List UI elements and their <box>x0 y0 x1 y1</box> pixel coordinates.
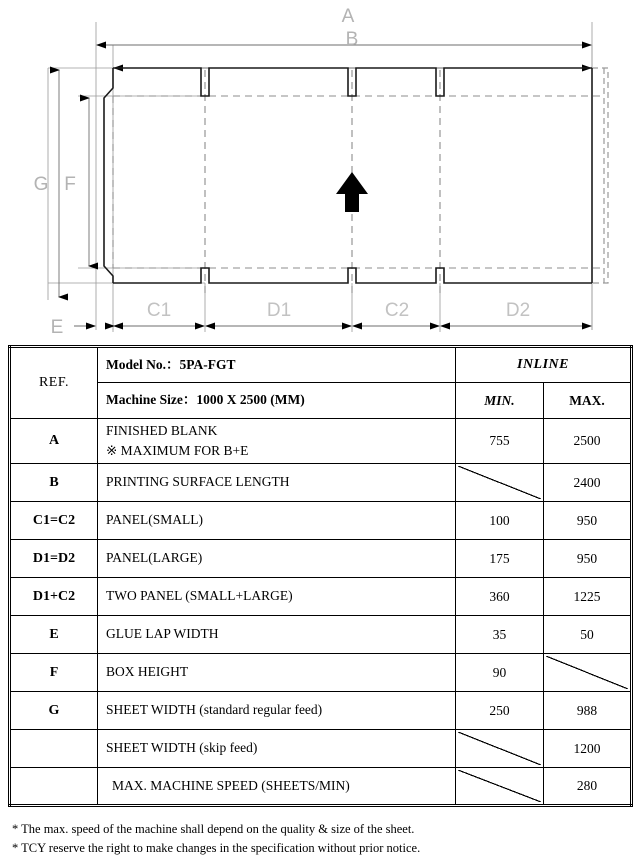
machine-size-cell <box>98 383 456 419</box>
row-max-value: 2500 <box>573 433 601 448</box>
row-max-cell <box>544 692 632 730</box>
row-desc-label: SHEET WIDTH (standard regular feed) <box>106 702 323 718</box>
row-min-cell <box>456 692 544 730</box>
row-max-cell <box>544 730 632 768</box>
table-row <box>10 616 632 654</box>
row-min-cell <box>456 502 544 540</box>
dimension-a-label: A <box>341 6 355 27</box>
row-min-cell-empty <box>456 464 544 502</box>
row-max-value: 50 <box>580 626 594 642</box>
machine-size-label: Machine Size：1000 X 2500 (MM) <box>106 392 305 408</box>
row-desc-label: PANEL(SMALL) <box>106 512 204 528</box>
row-ref-cell <box>10 692 98 730</box>
table-header-row-machine-size <box>10 383 632 419</box>
min-header-label: MIN. <box>484 392 515 408</box>
row-max-value: 1225 <box>573 588 601 604</box>
table-row <box>10 730 632 768</box>
dimension-c1 <box>114 300 204 326</box>
dimension-d2-label: D2 <box>505 300 531 321</box>
ref-header-cell <box>10 347 98 419</box>
row-ref-cell <box>10 464 98 502</box>
table-row <box>10 540 632 578</box>
row-ref-cell <box>10 502 98 540</box>
row-desc-cell <box>98 654 456 692</box>
row-ref-label: F <box>49 664 59 680</box>
row-min-cell <box>456 578 544 616</box>
dimension-c2 <box>353 300 439 326</box>
row-ref-cell <box>10 654 98 692</box>
row-desc-cell <box>98 464 456 502</box>
min-header-cell <box>456 383 544 419</box>
table-row <box>10 692 632 730</box>
table-row <box>10 502 632 540</box>
row-max-cell <box>544 540 632 578</box>
row-desc-label: PANEL(LARGE) <box>106 550 203 566</box>
row-ref-label: D1=D2 <box>32 550 76 566</box>
dimension-b <box>114 29 591 68</box>
row-ref-cell <box>10 616 98 654</box>
row-min-cell <box>456 540 544 578</box>
row-ref-cell <box>10 578 98 616</box>
row-desc-cell <box>98 616 456 654</box>
row-ref-label: B <box>49 474 59 490</box>
row-desc-cell <box>98 419 456 464</box>
row-min-value: 360 <box>489 588 510 604</box>
ref-header-label: REF. <box>38 375 70 390</box>
row-max-value: 950 <box>576 512 598 528</box>
row-max-cell <box>544 464 632 502</box>
dimension-f-label: F <box>64 174 76 195</box>
row-max-cell-empty <box>544 654 632 692</box>
row-desc-cell <box>98 768 456 806</box>
footnote-speed: * The max. speed of the machine shall depend on the quality & size of the sheet. <box>12 822 415 836</box>
row-max-value: 2400 <box>573 474 601 490</box>
row-min-cell <box>456 419 544 464</box>
row-min-value: 250 <box>489 702 510 718</box>
dimension-d2 <box>441 300 591 326</box>
row-max-value: 988 <box>576 702 598 718</box>
dimension-d1-label: D1 <box>266 300 292 321</box>
dimension-b-label: B <box>345 29 359 50</box>
row-desc-cell <box>98 540 456 578</box>
row-desc-cell <box>98 502 456 540</box>
row-desc-label: GLUE LAP WIDTH <box>106 626 219 642</box>
row-min-value: 175 <box>489 550 510 566</box>
glue-lap-outline <box>592 68 608 283</box>
specification-table <box>8 345 633 807</box>
dimension-g-label: G <box>33 174 49 195</box>
row-ref-label: D1+C2 <box>32 588 76 604</box>
row-max-cell <box>544 502 632 540</box>
dimension-d1 <box>206 300 351 326</box>
row-desc-cell <box>98 730 456 768</box>
row-max-cell <box>544 768 632 806</box>
row-ref-label: C1=C2 <box>32 512 76 528</box>
row-max-value: 280 <box>576 778 598 793</box>
box-blank-diagram <box>0 0 638 340</box>
row-ref-label: G <box>48 702 60 718</box>
row-desc-line1: FINISHED BLANK <box>106 422 218 438</box>
blank-outline <box>104 68 592 283</box>
row-ref-cell <box>10 540 98 578</box>
max-header-label: MAX. <box>569 392 605 408</box>
max-header-cell <box>544 383 632 419</box>
model-no-label: Model No.：5PA-FGT <box>106 356 236 372</box>
row-desc-label: TWO PANEL (SMALL+LARGE) <box>106 588 293 604</box>
row-desc-label: SHEET WIDTH (skip feed) <box>106 740 258 756</box>
row-min-cell <box>456 654 544 692</box>
dimension-c2-label: C2 <box>384 300 410 321</box>
specification-table-wrapper <box>8 345 630 807</box>
row-max-value: 950 <box>576 550 598 566</box>
dimension-f <box>64 98 89 266</box>
table-header-row-model <box>10 347 632 383</box>
row-ref-label: A <box>48 433 60 448</box>
row-max-cell <box>544 419 632 464</box>
row-max-value: 1200 <box>573 740 601 756</box>
row-desc-cell <box>98 692 456 730</box>
row-desc-label: MAX. MACHINE SPEED (SHEETS/MIN) <box>112 777 350 793</box>
row-min-value: 35 <box>492 626 507 642</box>
row-min-cell-empty <box>456 730 544 768</box>
row-ref-cell <box>10 768 98 806</box>
row-desc-label: PRINTING SURFACE LENGTH <box>106 474 290 490</box>
row-desc-cell <box>98 578 456 616</box>
inline-header-cell <box>456 347 632 383</box>
table-row <box>10 768 632 806</box>
footnote-disclaimer: * TCY reserve the right to make changes in the specification without prior notice. <box>12 841 421 856</box>
dimension-g <box>34 70 59 297</box>
row-min-cell-empty <box>456 768 544 806</box>
table-row <box>10 464 632 502</box>
row-ref-cell <box>10 419 98 464</box>
row-max-cell <box>544 616 632 654</box>
dimension-e-label: E <box>50 317 64 338</box>
row-min-cell <box>456 616 544 654</box>
row-max-cell <box>544 578 632 616</box>
table-row <box>10 654 632 692</box>
dimension-c1-label: C1 <box>146 300 172 321</box>
table-row <box>10 419 632 464</box>
row-desc-label: BOX HEIGHT <box>106 664 189 680</box>
row-min-value: 755 <box>489 433 510 448</box>
row-min-value: 100 <box>489 512 510 528</box>
footnotes <box>12 820 612 859</box>
dimension-a <box>97 6 591 45</box>
model-no-cell <box>98 347 456 383</box>
row-min-value: 90 <box>492 664 507 680</box>
table-row <box>10 578 632 616</box>
feed-direction-arrow <box>336 172 368 212</box>
inline-header-label: INLINE <box>517 357 570 372</box>
row-ref-cell <box>10 730 98 768</box>
dimension-e <box>51 317 132 338</box>
row-desc-line2: ※ MAXIMUM FOR B+E <box>106 442 249 458</box>
row-ref-label: E <box>49 626 59 642</box>
